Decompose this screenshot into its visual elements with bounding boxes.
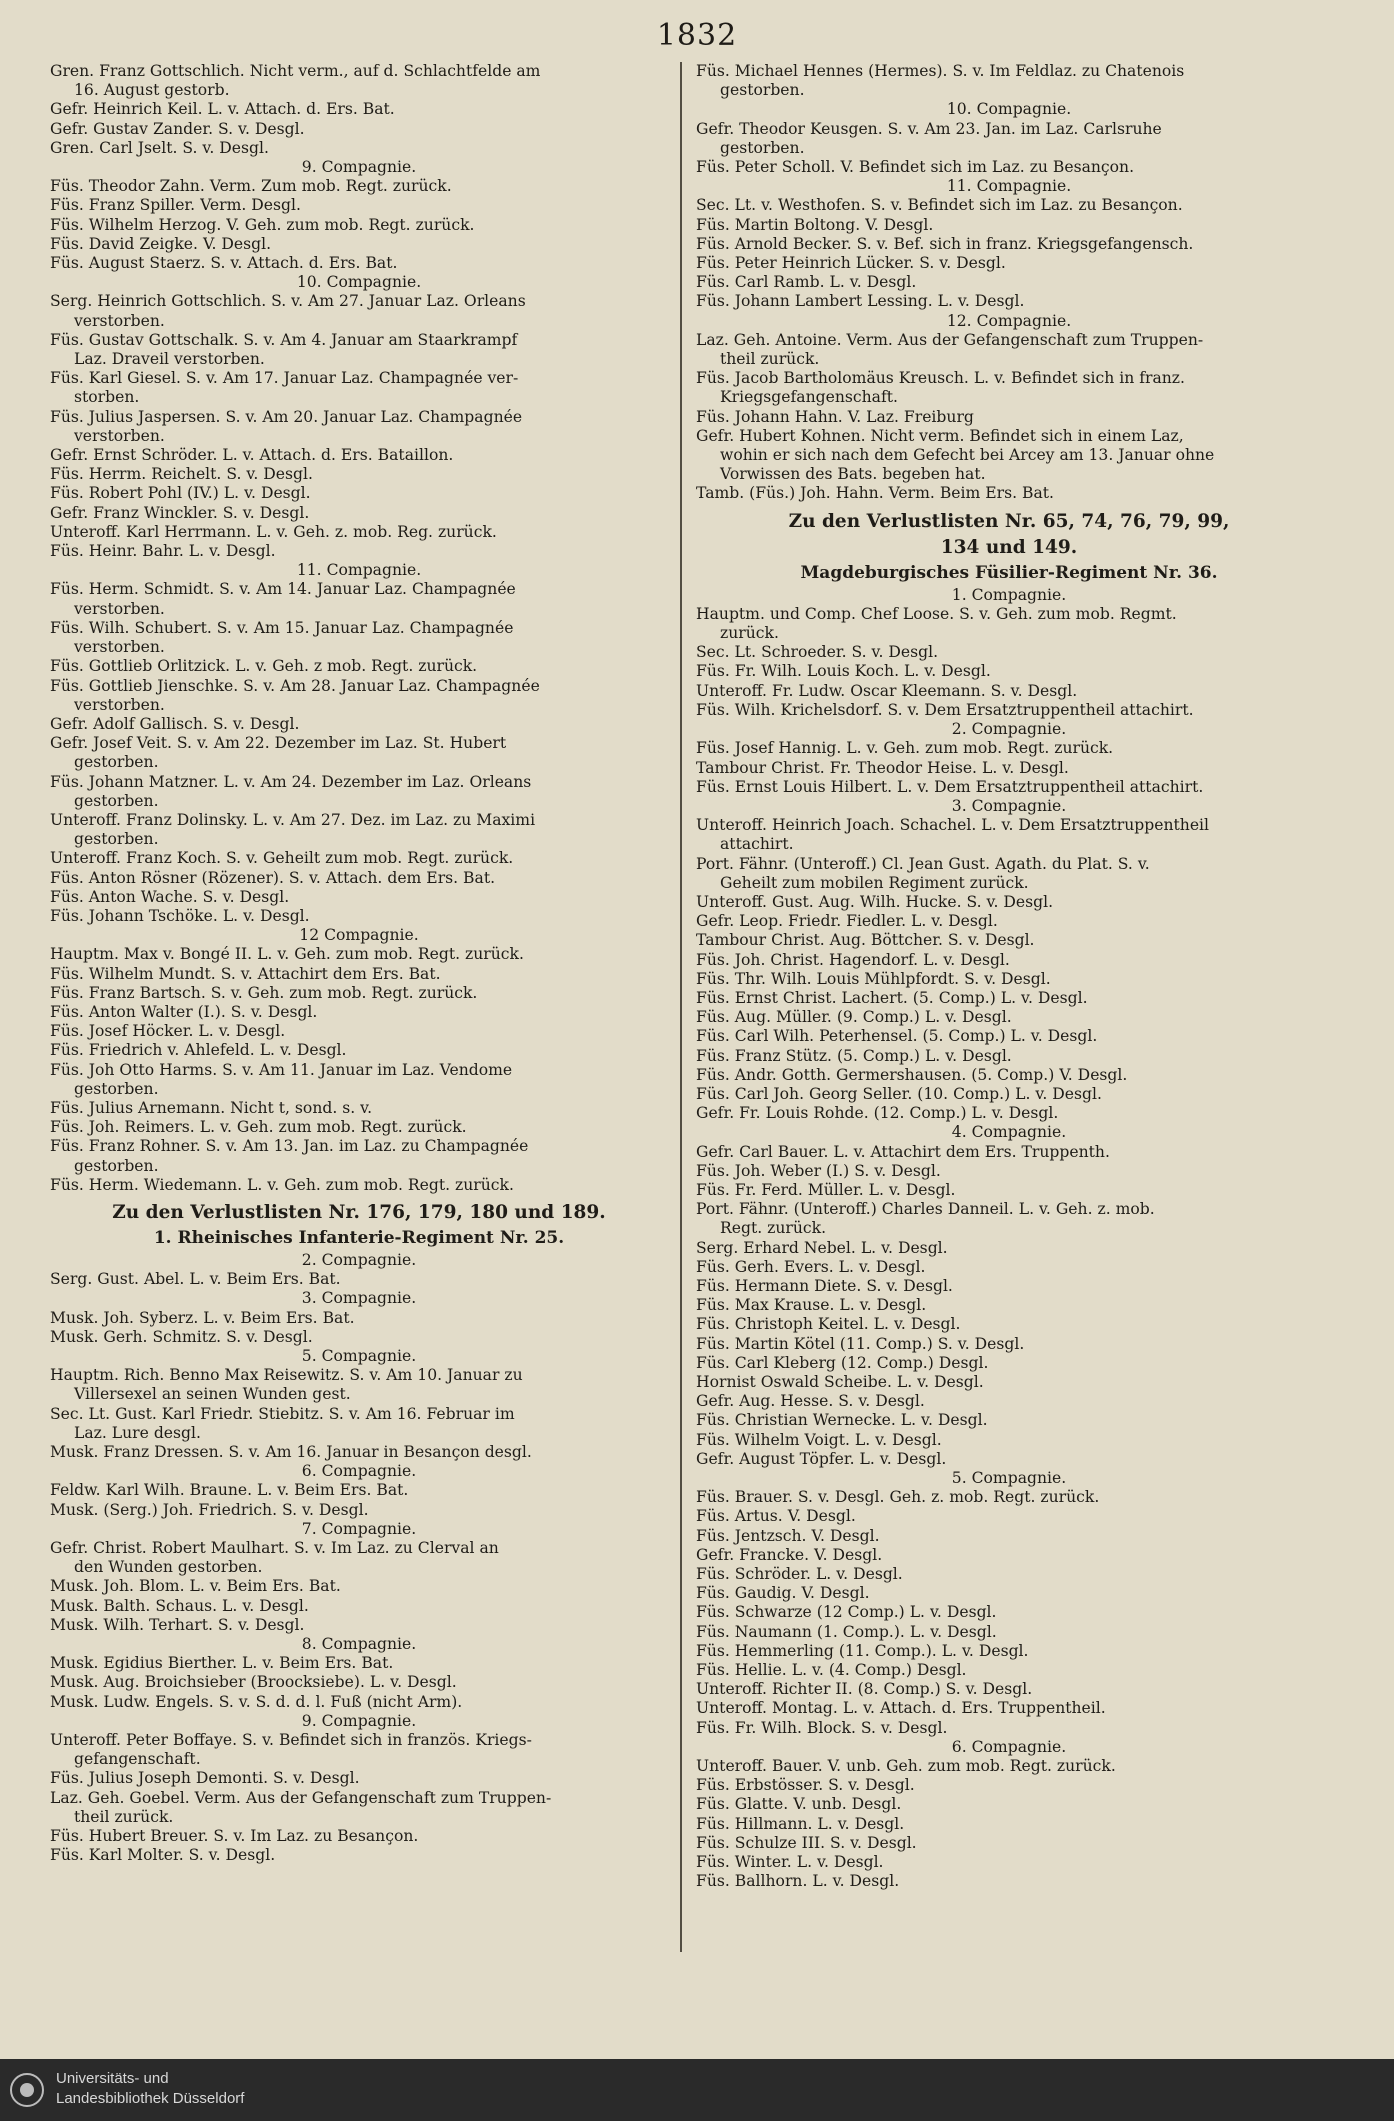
section-heading: Zu den Verlustlisten Nr. 176, 179, 180 und 189. bbox=[112, 1201, 606, 1223]
entry-continuation: wohin er sich nach dem Gefecht bei Arcey am 13. Januar ohne bbox=[720, 446, 1215, 465]
entry-line: Unteroff. Bauer. V. unb. Geh. zum mob. Regt. zurück. bbox=[696, 1757, 1116, 1776]
entry-line: Feldw. Karl Wilh. Braune. L. v. Beim Ers. Bat. bbox=[50, 1481, 409, 1500]
entry-line: Füs. August Staerz. S. v. Attach. d. Ers. Bat. bbox=[50, 254, 398, 273]
entry-continuation: verstorben. bbox=[74, 599, 165, 618]
entry-continuation: gefangenschaft. bbox=[74, 1750, 201, 1769]
entry-line: Füs. Peter Scholl. V. Befindet sich im Laz. zu Besançon. bbox=[696, 158, 1135, 177]
entry-line: Port. Fähnr. (Unteroff.) Charles Danneil. L. v. Geh. z. mob. bbox=[696, 1200, 1155, 1219]
company-heading: 1. Compagnie. bbox=[951, 585, 1067, 604]
entry-line: Füs. Fr. Wilh. Block. S. v. Desgl. bbox=[696, 1718, 948, 1737]
entry-line: Füs. Herm. Schmidt. S. v. Am 14. Januar Laz. Champagnée bbox=[50, 580, 516, 599]
entry-line: Unteroff. Franz Dolinsky. L. v. Am 27. Dez. im Laz. zu Maximi bbox=[50, 810, 536, 829]
entry-line: Füs. Fr. Ferd. Müller. L. v. Desgl. bbox=[696, 1180, 956, 1199]
entry-line: Füs. Joh. Christ. Hagendorf. L. v. Desgl. bbox=[696, 950, 1010, 969]
entry-line: Füs. Carl Joh. Georg Seller. (10. Comp.) L. v. Desgl. bbox=[696, 1084, 1102, 1103]
company-heading: 9. Compagnie. bbox=[301, 158, 417, 177]
entry-line: Unteroff. Fr. Ludw. Oscar Kleemann. S. v. Desgl. bbox=[696, 681, 1078, 700]
entry-line: Füs. Michael Hennes (Hermes). S. v. Im Feldlaz. zu Chatenois bbox=[696, 62, 1185, 80]
entry-continuation: gestorben. bbox=[720, 138, 805, 157]
entry-line: Füs. Carl Kleberg (12. Comp.) Desgl. bbox=[696, 1353, 989, 1372]
entry-line: Unteroff. Peter Boffaye. S. v. Befindet sich in französ. Kriegs- bbox=[50, 1731, 532, 1750]
entry-line: Musk. Gerh. Schmitz. S. v. Desgl. bbox=[50, 1327, 313, 1346]
entry-line: Füs. Martin Boltong. V. Desgl. bbox=[696, 215, 934, 234]
entry-line: Serg. Heinrich Gottschlich. S. v. Am 27. Januar Laz. Orleans bbox=[50, 292, 526, 311]
entry-line: Füs. Robert Pohl (IV.) L. v. Desgl. bbox=[50, 484, 311, 503]
library-name-line1: Universitäts- und bbox=[56, 2070, 169, 2087]
entry-line: Füs. Anton Rösner (Rözener). S. v. Attach. dem Ers. Bat. bbox=[50, 868, 496, 887]
entry-line: Füs. Anton Wache. S. v. Desgl. bbox=[50, 887, 290, 906]
entry-line: Gefr. Theodor Keusgen. S. v. Am 23. Jan. im Laz. Carlsruhe bbox=[696, 119, 1162, 138]
entry-line: Füs. Gaudig. V. Desgl. bbox=[696, 1584, 870, 1603]
entry-line: Unteroff. Heinrich Joach. Schachel. L. v. Dem Ersatztruppentheil bbox=[696, 816, 1210, 835]
company-heading: 3. Compagnie. bbox=[951, 796, 1067, 815]
entry-continuation: Laz. Lure desgl. bbox=[74, 1423, 201, 1442]
entry-line: Laz. Geh. Goebel. Verm. Aus der Gefangenschaft zum Truppen- bbox=[50, 1788, 552, 1807]
entry-line: Füs. Schulze III. S. v. Desgl. bbox=[696, 1833, 917, 1852]
entry-continuation: theil zurück. bbox=[720, 350, 820, 369]
entry-line: Gefr. Francke. V. Desgl. bbox=[696, 1545, 883, 1564]
entry-line: Füs. Winter. L. v. Desgl. bbox=[696, 1853, 884, 1872]
entry-line: Füs. Anton Walter (I.). S. v. Desgl. bbox=[50, 1002, 318, 1021]
entry-line: Füs. Wilh. Krichelsdorf. S. v. Dem Ersatztruppentheil attachirt. bbox=[696, 700, 1194, 719]
entry-line: Füs. Jacob Bartholomäus Kreusch. L. v. Befindet sich in franz. bbox=[696, 369, 1185, 388]
entry-line: Gefr. August Töpfer. L. v. Desgl. bbox=[696, 1449, 947, 1468]
entry-line: Gefr. Josef Veit. S. v. Am 22. Dezember im Laz. St. Hubert bbox=[50, 734, 507, 753]
entry-line: Füs. Brauer. S. v. Desgl. Geh. z. mob. Regt. zurück. bbox=[696, 1488, 1100, 1507]
entry-line: Gefr. Aug. Hesse. S. v. Desgl. bbox=[696, 1392, 925, 1411]
entry-continuation: gestorben. bbox=[74, 791, 159, 810]
entry-line: Füs. Johann Lambert Lessing. L. v. Desgl. bbox=[696, 292, 1025, 311]
entry-line: Füs. Wilhelm Voigt. L. v. Desgl. bbox=[696, 1430, 942, 1449]
entry-line: Füs. Karl Molter. S. v. Desgl. bbox=[50, 1846, 276, 1865]
entry-line: Gefr. Heinrich Keil. L. v. Attach. d. Ers. Bat. bbox=[50, 100, 395, 119]
entry-continuation: Laz. Draveil verstorben. bbox=[74, 350, 265, 369]
company-heading: 9. Compagnie. bbox=[301, 1711, 417, 1730]
entry-line: Musk. Egidius Bierther. L. v. Beim Ers. Bat. bbox=[50, 1654, 394, 1673]
entry-line: Füs. Friedrich v. Ahlefeld. L. v. Desgl. bbox=[50, 1041, 347, 1060]
entry-line: Füs. Franz Bartsch. S. v. Geh. zum mob. Regt. zurück. bbox=[50, 983, 478, 1002]
entry-line: Hauptm. und Comp. Chef Loose. S. v. Geh. zum mob. Regmt. bbox=[696, 604, 1177, 623]
company-heading: 5. Compagnie. bbox=[951, 1469, 1067, 1488]
entry-line: Musk. Balth. Schaus. L. v. Desgl. bbox=[50, 1596, 309, 1615]
entry-line: Gefr. Franz Winckler. S. v. Desgl. bbox=[50, 503, 310, 522]
entry-line: Füs. Naumann (1. Comp.). L. v. Desgl. bbox=[696, 1622, 997, 1641]
library-footer bbox=[0, 2059, 1394, 2121]
entry-line: Füs. Martin Kötel (11. Comp.) S. v. Desgl. bbox=[696, 1334, 1025, 1353]
entry-continuation: den Wunden gestorben. bbox=[74, 1558, 263, 1577]
company-heading: 11. Compagnie. bbox=[946, 177, 1072, 196]
company-heading: 6. Compagnie. bbox=[301, 1462, 417, 1481]
regiment-heading: Magdeburgisches Füsilier-Regiment Nr. 36. bbox=[800, 562, 1218, 583]
entry-line: Gefr. Leop. Friedr. Fiedler. L. v. Desgl. bbox=[696, 912, 998, 931]
company-heading: 12. Compagnie. bbox=[946, 311, 1072, 330]
entry-line: Musk. Aug. Broichsieber (Broocksiebe). L. v. Desgl. bbox=[50, 1673, 457, 1692]
company-heading: 6. Compagnie. bbox=[951, 1737, 1067, 1756]
entry-line: Füs. Hillmann. L. v. Desgl. bbox=[696, 1814, 905, 1833]
entry-line: Füs. Wilhelm Mundt. S. v. Attachirt dem Ers. Bat. bbox=[50, 964, 441, 983]
entry-line: Unteroff. Gust. Aug. Wilh. Hucke. S. v. Desgl. bbox=[696, 892, 1054, 911]
entry-continuation: gestorben. bbox=[74, 830, 159, 849]
entry-line: Füs. Johann Tschöke. L. v. Desgl. bbox=[50, 906, 310, 925]
company-heading: 2. Compagnie. bbox=[301, 1250, 417, 1269]
entry-line: Füs. Fr. Wilh. Louis Koch. L. v. Desgl. bbox=[696, 662, 991, 681]
entry-line: Gefr. Carl Bauer. L. v. Attachirt dem Ers. Truppenth. bbox=[696, 1142, 1110, 1161]
company-heading: 10. Compagnie. bbox=[946, 100, 1072, 119]
entry-line: Gefr. Adolf Gallisch. S. v. Desgl. bbox=[50, 714, 300, 733]
entry-line: Gefr. Ernst Schröder. L. v. Attach. d. Ers. Bataillon. bbox=[50, 446, 454, 465]
entry-line: Füs. Josef Hannig. L. v. Geh. zum mob. Regt. zurück. bbox=[696, 739, 1114, 758]
entry-line: Laz. Geh. Antoine. Verm. Aus der Gefangenschaft zum Truppen- bbox=[696, 330, 1204, 349]
section-heading: Zu den Verlustlisten Nr. 65, 74, 76, 79, 99, bbox=[788, 510, 1230, 532]
entry-continuation: Regt. zurück. bbox=[720, 1219, 827, 1238]
right-column bbox=[696, 62, 1322, 1962]
entry-line: Füs. Gottlieb Orlitzick. L. v. Geh. z mob. Regt. zurück. bbox=[50, 657, 478, 676]
entry-line: Füs. Christoph Keitel. L. v. Desgl. bbox=[696, 1315, 961, 1334]
entry-continuation: gestorben. bbox=[74, 1079, 159, 1098]
entry-line: Tamb. (Füs.) Joh. Hahn. Verm. Beim Ers. Bat. bbox=[696, 484, 1054, 503]
entry-line: Füs. Gustav Gottschalk. S. v. Am 4. Januar am Staarkrampf bbox=[50, 330, 518, 349]
library-name bbox=[56, 2069, 244, 2109]
entry-line: Gefr. Gustav Zander. S. v. Desgl. bbox=[50, 119, 305, 138]
entry-line: Füs. Glatte. V. unb. Desgl. bbox=[696, 1795, 902, 1814]
entry-line: Tambour Christ. Fr. Theodor Heise. L. v. Desgl. bbox=[696, 758, 1069, 777]
entry-line: Füs. Franz Rohner. S. v. Am 13. Jan. im Laz. zu Champagnée bbox=[50, 1137, 529, 1156]
entry-continuation: theil zurück. bbox=[74, 1807, 174, 1826]
entry-line: Hornist Oswald Scheibe. L. v. Desgl. bbox=[696, 1373, 984, 1391]
entry-continuation: 16. August gestorb. bbox=[74, 81, 230, 100]
column-divider bbox=[680, 62, 682, 1952]
company-heading: 11. Compagnie. bbox=[296, 561, 422, 580]
entry-line: Füs. Johann Matzner. L. v. Am 24. Dezember im Laz. Orleans bbox=[50, 772, 532, 791]
entry-line: Füs. Julius Joseph Demonti. S. v. Desgl. bbox=[50, 1769, 360, 1788]
entry-line: Hauptm. Rich. Benno Max Reisewitz. S. v. Am 10. Januar zu bbox=[50, 1366, 523, 1385]
page-number: 1832 bbox=[656, 18, 738, 53]
entry-line: Serg. Erhard Nebel. L. v. Desgl. bbox=[696, 1238, 948, 1257]
entry-line: Musk. Joh. Blom. L. v. Beim Ers. Bat. bbox=[50, 1577, 341, 1596]
company-heading: 3. Compagnie. bbox=[301, 1289, 417, 1308]
library-name-line2: Landesbibliothek Düsseldorf bbox=[56, 2090, 245, 2107]
company-heading: 10. Compagnie. bbox=[296, 273, 422, 292]
entry-continuation: verstorben. bbox=[74, 426, 165, 445]
entry-line: Füs. Peter Heinrich Lücker. S. v. Desgl. bbox=[696, 254, 1006, 273]
entry-line: Port. Fähnr. (Unteroff.) Cl. Jean Gust. Agath. du Plat. S. v. bbox=[696, 854, 1150, 873]
entry-line: Füs. Herrm. Reichelt. S. v. Desgl. bbox=[50, 465, 313, 484]
company-heading: 5. Compagnie. bbox=[301, 1347, 417, 1365]
entry-line: Unteroff. Montag. L. v. Attach. d. Ers. Truppentheil. bbox=[696, 1699, 1106, 1718]
entry-line: Füs. Hemmerling (11. Comp.). L. v. Desgl. bbox=[696, 1641, 1029, 1660]
entry-line: Füs. Joh. Weber (I.) S. v. Desgl. bbox=[696, 1161, 941, 1180]
entry-line: Füs. Hubert Breuer. S. v. Im Laz. zu Besançon. bbox=[50, 1827, 419, 1846]
entry-line: Musk. Ludw. Engels. S. v. S. d. d. l. Fuß (nicht Arm). bbox=[50, 1692, 463, 1711]
entry-line: Musk. Wilh. Terhart. S. v. Desgl. bbox=[50, 1615, 305, 1634]
entry-line: Füs. David Zeigke. V. Desgl. bbox=[50, 234, 272, 253]
entry-line: Füs. Johann Hahn. V. Laz. Freiburg bbox=[696, 407, 974, 426]
entry-continuation: verstorben. bbox=[74, 311, 165, 330]
entry-continuation: attachirt. bbox=[720, 835, 794, 854]
entry-line: Füs. Karl Giesel. S. v. Am 17. Januar Laz. Champagnée ver- bbox=[50, 369, 519, 388]
entry-continuation: verstorben. bbox=[74, 638, 165, 657]
entry-line: Gren. Franz Gottschlich. Nicht verm., auf d. Schlachtfelde am bbox=[50, 62, 541, 80]
entry-line: Füs. Franz Spiller. Verm. Desgl. bbox=[50, 196, 301, 215]
entry-line: Sec. Lt. v. Westhofen. S. v. Befindet sich im Laz. zu Besançon. bbox=[696, 196, 1183, 215]
entry-line: Füs. Gottlieb Jienschke. S. v. Am 28. Januar Laz. Champagnée bbox=[50, 676, 540, 695]
left-column bbox=[50, 62, 668, 1962]
entry-continuation: storben. bbox=[74, 388, 140, 407]
entry-line: Musk. (Serg.) Joh. Friedrich. S. v. Desgl. bbox=[50, 1500, 369, 1519]
company-heading: 12 Compagnie. bbox=[299, 926, 419, 945]
entry-continuation: Geheilt zum mobilen Regiment zurück. bbox=[720, 873, 1029, 892]
entry-line: Füs. Schröder. L. v. Desgl. bbox=[696, 1565, 903, 1584]
entry-line: Füs. Wilh. Schubert. S. v. Am 15. Januar Laz. Champagnée bbox=[50, 618, 514, 637]
entry-line: Sec. Lt. Schroeder. S. v. Desgl. bbox=[696, 643, 939, 662]
regiment-heading: 1. Rheinisches Infanterie-Regiment Nr. 25. bbox=[153, 1227, 565, 1248]
entry-line: Füs. Joh. Reimers. L. v. Geh. zum mob. Regt. zurück. bbox=[50, 1118, 467, 1137]
entry-continuation: verstorben. bbox=[74, 695, 165, 714]
entry-line: Füs. Josef Höcker. L. v. Desgl. bbox=[50, 1022, 286, 1041]
entry-line: Tambour Christ. Aug. Böttcher. S. v. Desgl. bbox=[696, 931, 1035, 950]
entry-line: Füs. Aug. Müller. (9. Comp.) L. v. Desgl. bbox=[696, 1008, 1012, 1027]
entry-continuation: Kriegsgefangenschaft. bbox=[720, 388, 898, 407]
company-heading: 7. Compagnie. bbox=[301, 1519, 417, 1538]
entry-line: Füs. Andr. Gotth. Germershausen. (5. Comp.) V. Desgl. bbox=[696, 1065, 1128, 1084]
entry-line: Füs. Julius Jaspersen. S. v. Am 20. Januar Laz. Champagnée bbox=[50, 407, 523, 426]
entry-line: Füs. Ballhorn. L. v. Desgl. bbox=[696, 1872, 900, 1891]
entry-continuation: zurück. bbox=[720, 624, 779, 643]
entry-line: Füs. Ernst Christ. Lachert. (5. Comp.) L. v. Desgl. bbox=[696, 988, 1088, 1007]
entry-line: Unteroff. Karl Herrmann. L. v. Geh. z. mob. Reg. zurück. bbox=[50, 522, 497, 541]
entry-line: Füs. Hellie. L. v. (4. Comp.) Desgl. bbox=[696, 1661, 967, 1680]
entry-line: Füs. Erbstösser. S. v. Desgl. bbox=[696, 1776, 915, 1795]
entry-line: Füs. Christian Wernecke. L. v. Desgl. bbox=[696, 1411, 988, 1430]
entry-line: Gren. Carl Jselt. S. v. Desgl. bbox=[50, 138, 269, 157]
company-heading: 2. Compagnie. bbox=[951, 720, 1067, 739]
company-heading: 8. Compagnie. bbox=[301, 1635, 417, 1654]
entry-line: Gefr. Fr. Louis Rohde. (12. Comp.) L. v. Desgl. bbox=[696, 1104, 1059, 1123]
entry-line: Gefr. Hubert Kohnen. Nicht verm. Befindet sich in einem Laz, bbox=[696, 426, 1184, 445]
entry-line: Hauptm. Max v. Bongé II. L. v. Geh. zum mob. Regt. zurück. bbox=[50, 945, 524, 964]
entry-line: Füs. Max Krause. L. v. Desgl. bbox=[696, 1296, 927, 1315]
entry-continuation: Vorwissen des Bats. begeben hat. bbox=[720, 465, 986, 484]
entry-line: Unteroff. Franz Koch. S. v. Geheilt zum mob. Regt. zurück. bbox=[50, 849, 514, 868]
entry-line: Füs. Arnold Becker. S. v. Bef. sich in franz. Kriegsgefangensch. bbox=[696, 234, 1194, 253]
entry-line: Füs. Heinr. Bahr. L. v. Desgl. bbox=[50, 542, 276, 561]
entry-line: Füs. Hermann Diete. S. v. Desgl. bbox=[696, 1276, 953, 1295]
entry-line: Füs. Carl Ramb. L. v. Desgl. bbox=[696, 273, 917, 292]
entry-continuation: gestorben. bbox=[74, 1156, 159, 1175]
entry-line: Musk. Franz Dressen. S. v. Am 16. Januar in Besançon desgl. bbox=[50, 1443, 532, 1462]
entry-continuation: Villersexel an seinen Wunden gest. bbox=[74, 1385, 351, 1404]
entry-line: Füs. Jentzsch. V. Desgl. bbox=[696, 1526, 880, 1545]
entry-line: Füs. Ernst Louis Hilbert. L. v. Dem Ersatztruppentheil attachirt. bbox=[696, 777, 1204, 796]
entry-line: Füs. Herm. Wiedemann. L. v. Geh. zum mob. Regt. zurück. bbox=[50, 1175, 514, 1194]
entry-line: Füs. Thr. Wilh. Louis Mühlpfordt. S. v. Desgl. bbox=[696, 969, 1051, 988]
entry-continuation: gestorben. bbox=[720, 81, 805, 100]
entry-line: Füs. Julius Arnemann. Nicht t, sond. s. v. bbox=[50, 1098, 373, 1117]
entry-line: Serg. Gust. Abel. L. v. Beim Ers. Bat. bbox=[50, 1270, 341, 1289]
entry-continuation: gestorben. bbox=[74, 753, 159, 772]
section-heading: 134 und 149. bbox=[940, 536, 1078, 558]
entry-line: Füs. Theodor Zahn. Verm. Zum mob. Regt. zurück. bbox=[50, 177, 452, 196]
entry-line: Füs. Artus. V. Desgl. bbox=[696, 1507, 856, 1526]
entry-line: Unteroff. Richter II. (8. Comp.) S. v. Desgl. bbox=[696, 1680, 1033, 1699]
entry-line: Füs. Carl Wilh. Peterhensel. (5. Comp.) L. v. Desgl. bbox=[696, 1027, 1098, 1046]
entry-line: Gefr. Christ. Robert Maulhart. S. v. Im Laz. zu Clerval an bbox=[50, 1539, 499, 1558]
entry-line: Füs. Schwarze (12 Comp.) L. v. Desgl. bbox=[696, 1603, 997, 1622]
entry-line: Füs. Wilhelm Herzog. V. Geh. zum mob. Regt. zurück. bbox=[50, 215, 475, 234]
entry-line: Füs. Joh Otto Harms. S. v. Am 11. Januar im Laz. Vendome bbox=[50, 1060, 513, 1079]
library-logo-icon bbox=[10, 2073, 44, 2107]
entry-line: Sec. Lt. Gust. Karl Friedr. Stiebitz. S. v. Am 16. Februar im bbox=[50, 1404, 515, 1423]
entry-line: Füs. Gerh. Evers. L. v. Desgl. bbox=[696, 1257, 926, 1276]
entry-line: Füs. Franz Stütz. (5. Comp.) L. v. Desgl. bbox=[696, 1046, 1012, 1065]
company-heading: 4. Compagnie. bbox=[951, 1123, 1067, 1142]
entry-line: Musk. Joh. Syberz. L. v. Beim Ers. Bat. bbox=[50, 1308, 355, 1327]
